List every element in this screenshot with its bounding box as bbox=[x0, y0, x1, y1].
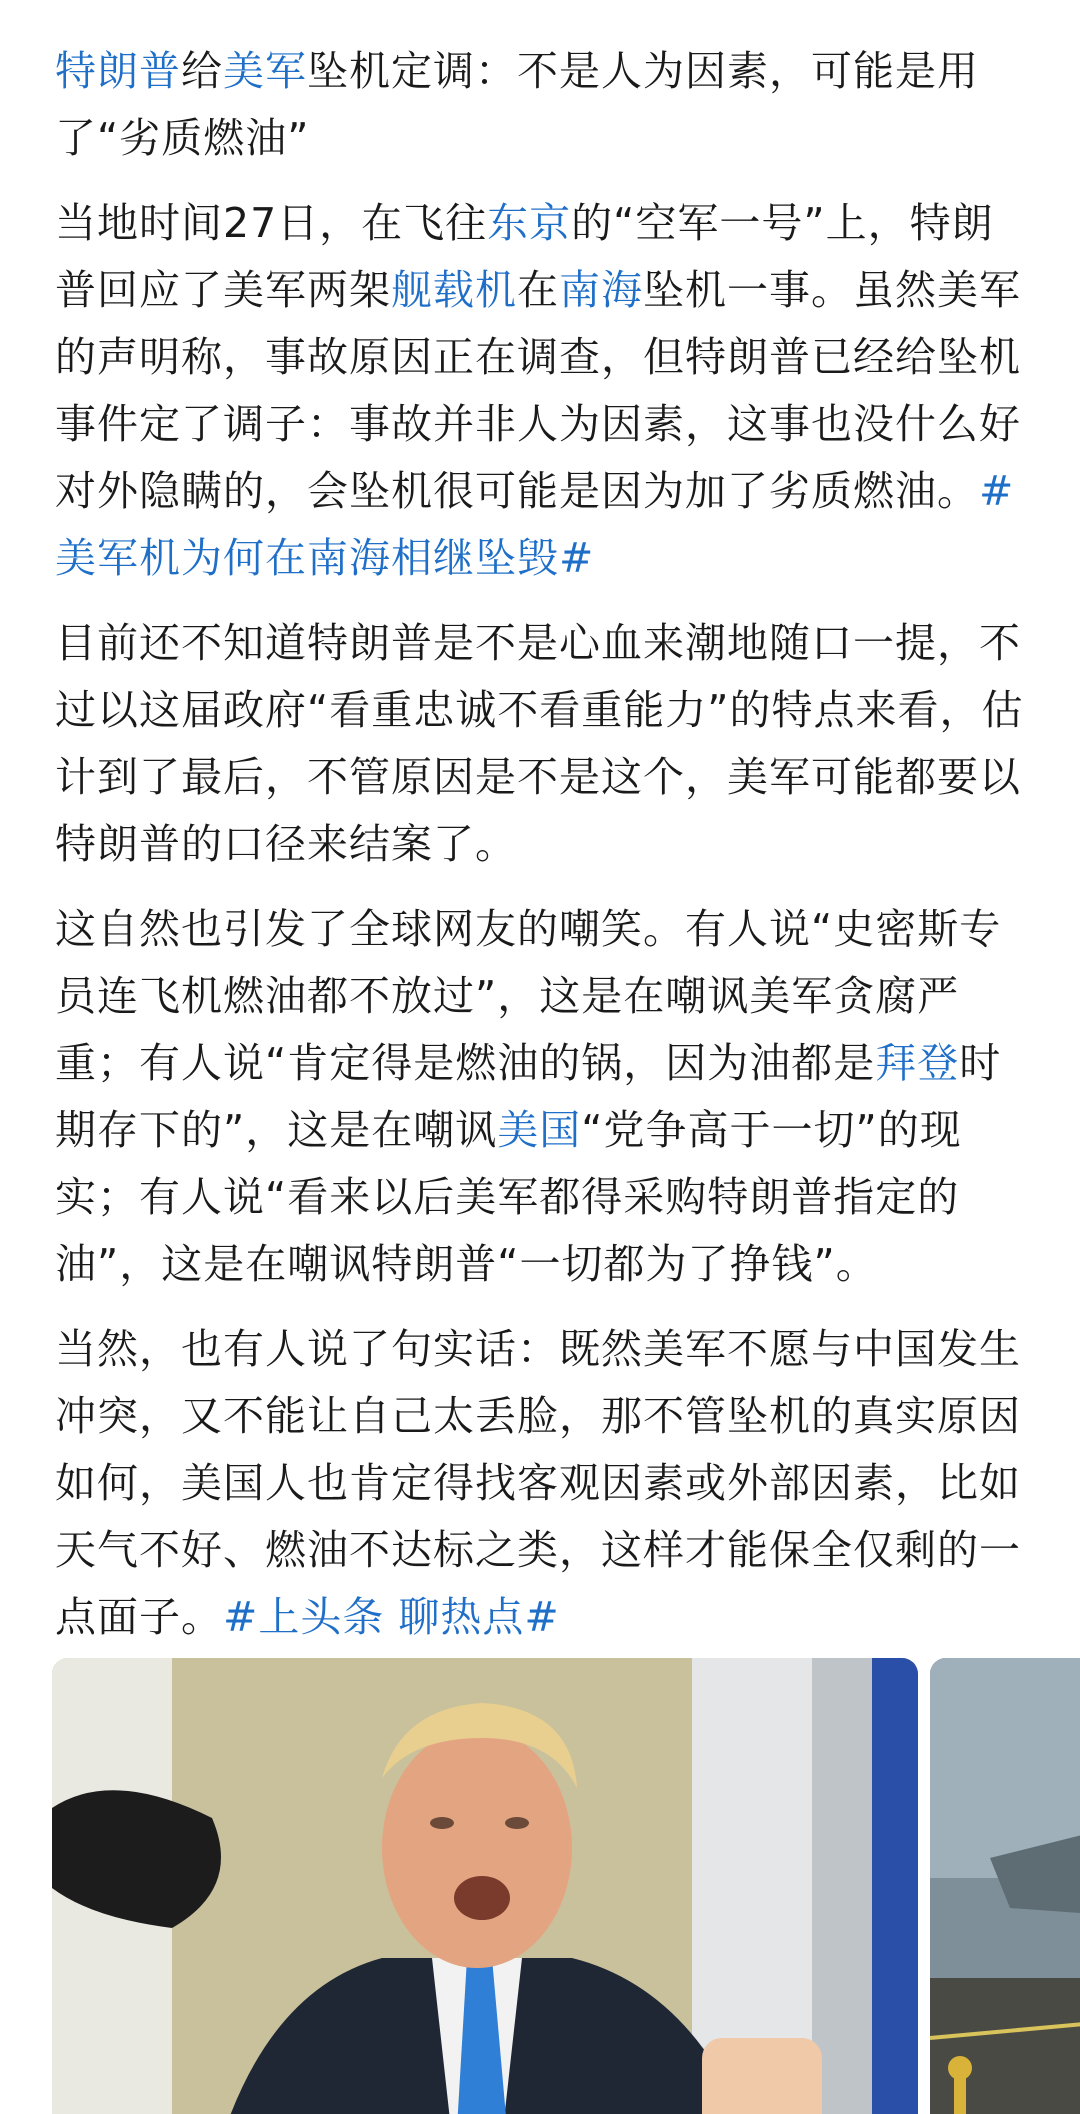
paragraph-text: 时期存下的”，这是在嘲讽 bbox=[55, 1039, 1002, 1154]
entity-link[interactable]: 美国 bbox=[497, 1106, 582, 1154]
trump-photo-illustration bbox=[52, 1658, 918, 2114]
image-gallery[interactable] bbox=[52, 1658, 1080, 2114]
entity-link[interactable]: 美军 bbox=[223, 47, 307, 95]
article-paragraph bbox=[55, 610, 1030, 878]
paragraph-text: 坠机定调：不是人为因素，可能是用了“劣质燃油” bbox=[55, 47, 979, 162]
article-paragraph bbox=[55, 38, 1030, 172]
paragraph-text: 目前还不知道特朗普是不是心血来潮地随口一提，不过以这届政府“看重忠诚不看重能力”的特点来看，估计到了最后，不管原因是不是这个，美军可能都要以特朗普的口径来结案了。 bbox=[55, 619, 1024, 868]
article-paragraph bbox=[55, 1316, 1030, 1651]
paragraph-text: 的“空军一号”上，特朗普回应了美军两架 bbox=[55, 199, 994, 314]
entity-link[interactable]: 东京 bbox=[487, 199, 572, 247]
carrier-photo-illustration bbox=[930, 1658, 1080, 2114]
paragraph-text: 当地时间27日，在飞往 bbox=[55, 199, 488, 247]
paragraph-text: 当然，也有人说了句实话：既然美军不愿与中国发生冲突，又不能让自己太丢脸，那不管坠机的真实原因如何，美国人也肯定得找客观因素或外部因素，比如天气不好、燃油不达标之类，这样才能保全仅剩的一点面子。 bbox=[55, 1325, 1021, 1641]
paragraph-text: 在 bbox=[517, 266, 559, 314]
entity-link[interactable]: 拜登 bbox=[875, 1039, 960, 1087]
entity-link[interactable]: 南海 bbox=[559, 266, 643, 314]
entity-link[interactable]: 舰载机 bbox=[391, 266, 517, 314]
article-body bbox=[55, 38, 1030, 1669]
paragraph-text: “党争高于一切”的现实；有人说“看来以后美军都得采购特朗普指定的油”，这是在嘲讽特朗普“一切都为了挣钱”。 bbox=[55, 1106, 962, 1288]
article-paragraph bbox=[55, 896, 1030, 1298]
paragraph-text: 给 bbox=[181, 47, 223, 95]
paragraph-text: 坠机一事。虽然美军的声明称，事故原因正在调查，但特朗普已经给坠机事件定了调子：事故并非人为因素，这事也没什么好对外隐瞒的，会坠机很可能是因为加了劣质燃油。 bbox=[55, 266, 1021, 515]
article-paragraph bbox=[55, 190, 1030, 592]
trump-photo[interactable] bbox=[52, 1658, 918, 2114]
entity-link[interactable]: 特朗普 bbox=[55, 47, 181, 95]
paragraph-text: 这自然也引发了全球网友的嘲笑。有人说“史密斯专员连飞机燃油都不放过”，这是在嘲讽美军贪腐严重；有人说“肯定得是燃油的锅，因为油都是 bbox=[55, 905, 1002, 1087]
carrier-photo[interactable] bbox=[930, 1658, 1080, 2114]
hashtag-link[interactable]: #上头条 聊热点# bbox=[223, 1593, 560, 1641]
hashtag-link[interactable]: #美军机为何在南海相继坠毁# bbox=[55, 467, 1015, 582]
